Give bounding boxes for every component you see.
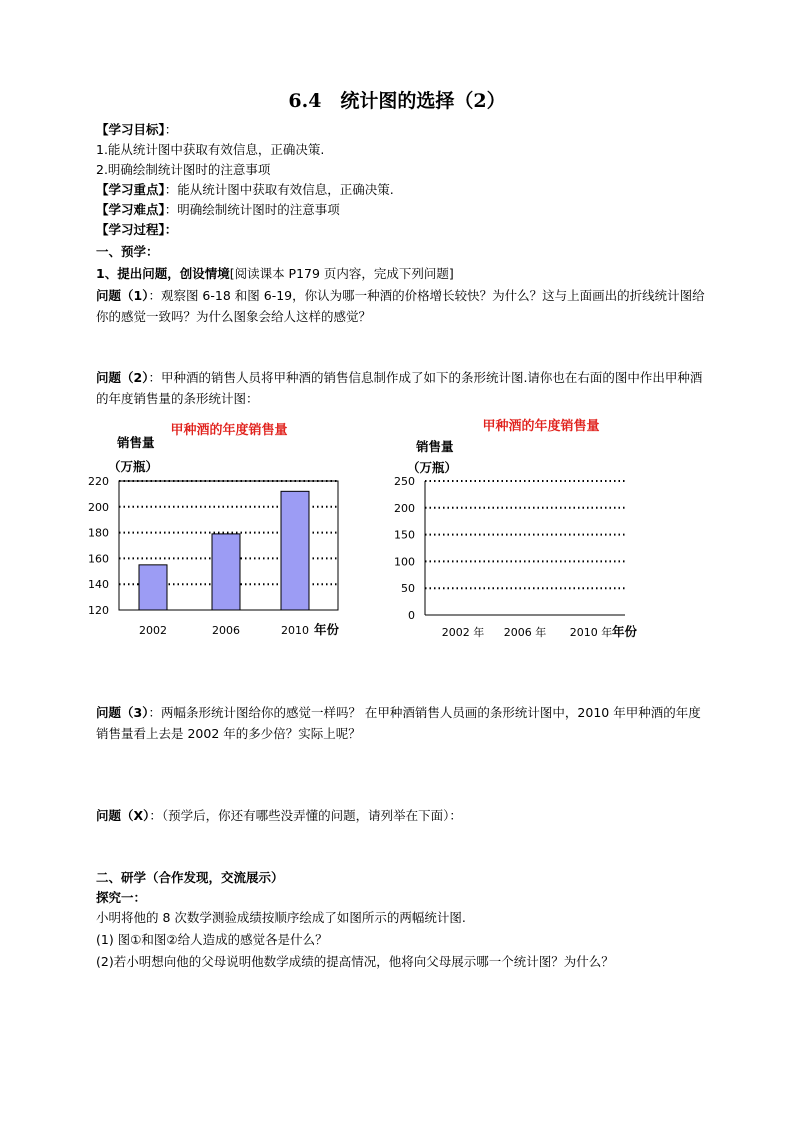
chart-ylabel-line2: （万瓶）: [108, 459, 159, 474]
page-title: 6.4 统计图的选择（2）: [288, 90, 506, 112]
question-x-text: ：（预学后，你还有哪些没弄懂的问题，请列举在下面）：: [149, 808, 462, 823]
question-2-label: 问题（2）: [96, 370, 149, 385]
explore-item-1: (1) 图①和图②给人造成的感觉各是什么？: [96, 932, 328, 947]
explore-intro: 小明将他的 8 次数学测验成绩按顺序绘成了如图所示的两幅统计图.: [96, 910, 466, 925]
y-tick-label: 100: [394, 555, 415, 569]
question-3-label: 问题（3）: [96, 705, 149, 720]
question-3-text: ：两幅条形统计图给你的感觉一样吗？ 在甲种酒销售人员画的条形统计图中，2010 年甲种酒的年度销售量看上去是 2002 年的多少倍？实际上呢？: [96, 705, 701, 741]
process-label: 【学习过程】: [96, 222, 165, 237]
y-tick-label: 120: [88, 604, 109, 617]
y-tick-label: 160: [88, 552, 109, 566]
question-1-label: 问题（1）: [96, 288, 149, 303]
y-tick-label: 140: [88, 578, 109, 592]
process-suffix: ：: [164, 222, 178, 237]
preview-heading: 一、预学：: [96, 244, 159, 259]
preview-step1-label: 1、提出问题，创设情境: [96, 266, 230, 281]
y-tick-label: 200: [88, 500, 109, 514]
difficulty-label: 【学习难点】: [96, 202, 165, 217]
x-tick-label: 2006: [212, 624, 240, 637]
question-x-label: 问题（X）: [96, 808, 150, 823]
y-tick-label: 150: [394, 528, 415, 542]
goals-header-suffix: ：: [164, 122, 178, 137]
goals-header: 【学习目标】: [96, 122, 165, 137]
y-tick-label: 220: [88, 475, 109, 488]
question-1-text: ：观察图 6-18 和图 6-19，你认为哪一种酒的价格增长较快？为什么？这与上面画出的折线统计图给你的感觉一致吗？为什么图象会给人这样的感觉？: [96, 288, 705, 324]
y-tick-label: 180: [88, 526, 109, 540]
explore-heading: 探究一：: [96, 890, 147, 905]
x-tick-label: 2010 年: [569, 626, 613, 639]
research-heading: 二、研学（合作发现，交流展示）: [96, 870, 284, 885]
x-tick-label: 2006 年: [503, 626, 547, 639]
key-point-text: ：能从统计图中获取有效信息，正确决策.: [164, 182, 394, 197]
chart-title: 甲种酒的年度销售量: [482, 419, 600, 434]
y-tick-label: 50: [401, 582, 415, 596]
x-tick-label: 2010: [281, 624, 309, 637]
y-tick-label: 200: [394, 501, 415, 515]
goal-item-2: 2.明确绘制统计图时的注意事项: [96, 162, 271, 177]
y-tick-label: 0: [408, 609, 415, 622]
chart-title: 甲种酒的年度销售量: [170, 423, 288, 438]
x-tick-label: 2002 年: [441, 626, 485, 639]
preview-step1-text: [阅读课本 P179 页内容，完成下列问题]: [229, 266, 454, 281]
question-3: [96, 702, 706, 744]
chart-ylabel-line1: 销售量: [117, 435, 155, 450]
y-tick-label: 250: [394, 475, 415, 488]
explore-item-2: (2)若小明想向他的父母说明他数学成绩的提高情况，他将向父母展示哪一个统计图？为什么？: [96, 954, 614, 969]
question-2-text: ：甲种酒的销售人员将甲种酒的销售信息制作成了如下的条形统计图.请你也在右面的图中作出甲种酒的年度销售量的条形统计图：: [96, 370, 703, 406]
question-x: [96, 808, 462, 824]
x-tick-label: 2002: [139, 624, 167, 637]
chart-xlabel: 年份: [612, 624, 638, 639]
difficulty-text: ：明确绘制统计图时的注意事项: [164, 202, 340, 217]
chart-ylabel-line1: 销售量: [416, 439, 454, 454]
goal-item-1: 1.能从统计图中获取有效信息，正确决策.: [96, 142, 325, 157]
chart-xlabel: 年份: [314, 622, 340, 637]
key-point-label: 【学习重点】: [96, 182, 165, 197]
chart-ylabel-line2: （万瓶）: [407, 460, 458, 475]
